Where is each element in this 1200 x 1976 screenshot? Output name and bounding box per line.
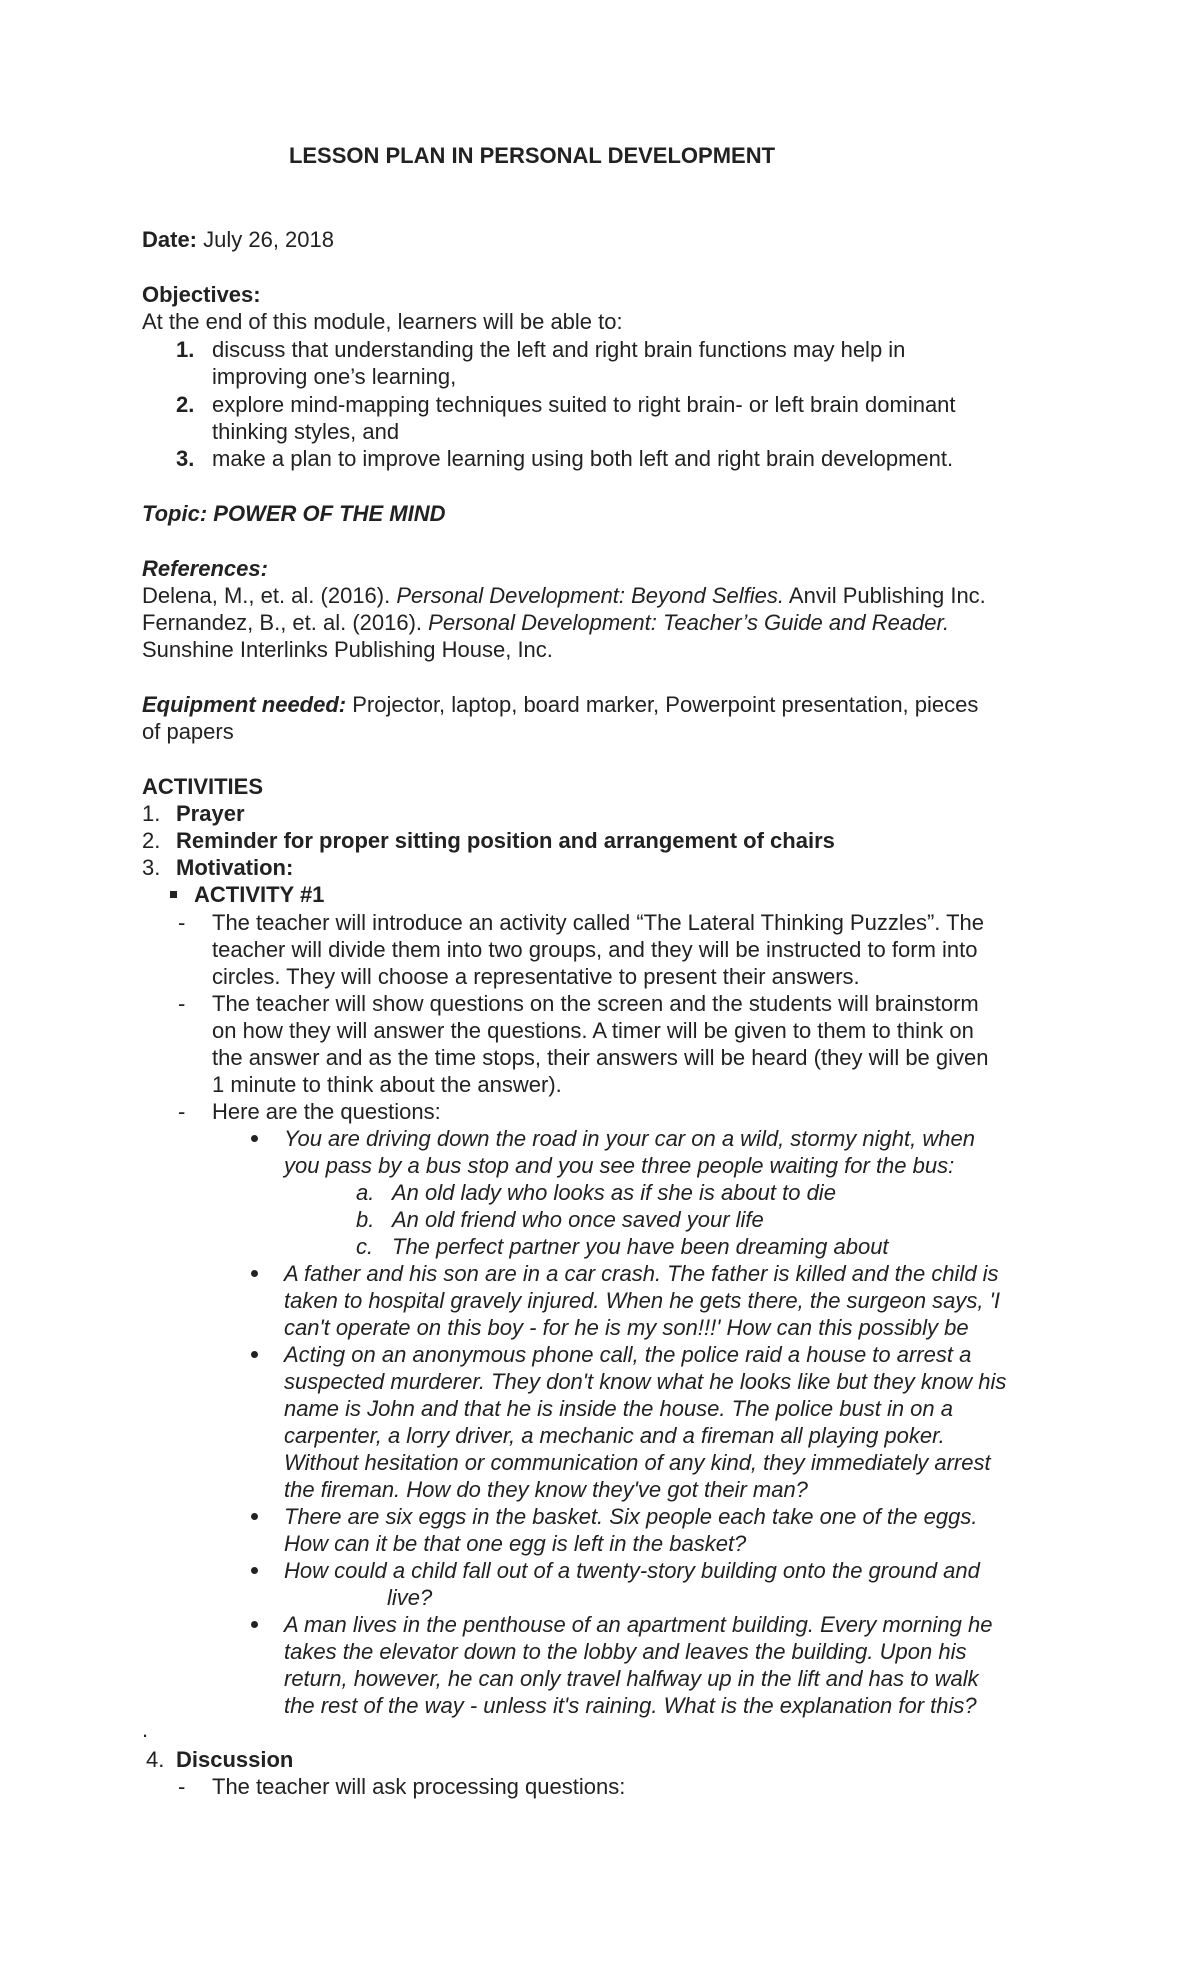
dash-bullet: - [178, 991, 186, 1016]
dash3-line: Here are the questions: [212, 1099, 441, 1124]
option-b-letter: b. [356, 1207, 375, 1232]
dash2-line4: 1 minute to think about the answer). [212, 1072, 562, 1097]
question-6-line2: takes the elevator down to the lobby and leaves the building. Upon his [284, 1639, 967, 1664]
date-value: July 26, 2018 [197, 227, 334, 252]
objective-3-num: 3. [176, 446, 195, 471]
references-label: References: [142, 556, 268, 581]
step-2-label: Reminder for proper sitting position and arrangement of chairs [176, 828, 835, 853]
question-6-line4: the rest of the way - unless it's raining. What is the explanation for this? [284, 1693, 977, 1718]
square-bullet-icon [170, 891, 177, 898]
activities-heading: ACTIVITIES [142, 774, 264, 799]
dash2-line2: on how they will answer the questions. A timer will be given to them to think on [212, 1018, 974, 1043]
objective-2-line2: thinking styles, and [212, 419, 400, 444]
dash1-line2: teacher will divide them into two groups, and they will be instructed to form into [212, 937, 978, 962]
dash-bullet: - [178, 1774, 186, 1799]
date-label: Date: [142, 227, 198, 252]
dash2-line3: the answer and as the time stops, their answers will be heard (they will be given [212, 1045, 989, 1070]
reference-2-authors: Fernandez, B., et. al. (2016). [142, 610, 429, 635]
equipment-items: Projector, laptop, board marker, Powerpoint presentation, pieces [346, 692, 979, 717]
question-2-line1: A father and his son are in a car crash. The father is killed and the child is [284, 1261, 999, 1286]
bullet-dot-icon [251, 1135, 258, 1142]
dash2-line1: The teacher will show questions on the screen and the students will brainstorm [212, 991, 979, 1016]
option-c-text: The perfect partner you have been dreaming about [392, 1234, 889, 1259]
reference-1-publisher: Anvil Publishing Inc. [784, 583, 986, 608]
step-1-num: 1. [142, 801, 161, 826]
question-2-line2: taken to hospital gravely injured. When he gets there, the surgeon says, 'I [284, 1288, 1000, 1313]
bullet-dot-icon [251, 1513, 258, 1520]
objective-1-line2: improving one’s learning, [212, 364, 457, 389]
objective-1-line1: discuss that understanding the left and right brain functions may help in [212, 337, 906, 362]
question-5-line1: How could a child fall out of a twenty-story building onto the ground and [284, 1558, 980, 1583]
document-title: LESSON PLAN IN PERSONAL DEVELOPMENT [288, 143, 776, 168]
reference-1-authors: Delena, M., et. al. (2016). [142, 583, 397, 608]
dash-bullet: - [178, 910, 186, 935]
bullet-dot-icon [251, 1621, 258, 1628]
bullet-dot-icon [251, 1567, 258, 1574]
dash1-line3: circles. They will choose a representative to present their answers. [212, 964, 860, 989]
date-line [142, 226, 334, 253]
objectives-intro: At the end of this module, learners will be able to: [142, 309, 623, 334]
question-2-line3: can't operate on this boy - for he is my son!!!' How can this possibly be [284, 1315, 969, 1340]
question-3-line3: name is John and that he is inside the house. The police bust in on a [284, 1396, 953, 1421]
objective-2-num: 2. [176, 392, 195, 417]
question-4-line1: There are six eggs in the basket. Six people each take one of the eggs. [284, 1504, 978, 1529]
reference-2 [142, 609, 949, 636]
question-1-line2: you pass by a bus stop and you see three people waiting for the bus: [284, 1153, 955, 1178]
question-1-line1: You are driving down the road in your car on a wild, stormy night, when [284, 1126, 975, 1151]
topic-heading: Topic: POWER OF THE MIND [142, 501, 446, 526]
option-b-text: An old friend who once saved your life [392, 1207, 764, 1232]
question-3-line1: Acting on an anonymous phone call, the police raid a house to arrest a [284, 1342, 972, 1367]
question-3-line4: carpenter, a lorry driver, a mechanic and a fireman all playing poker. [284, 1423, 945, 1448]
objective-2-line1: explore mind-mapping techniques suited to right brain- or left brain dominant [212, 392, 956, 417]
question-3-line2: suspected murderer. They don't know what he looks like but they know his [284, 1369, 1007, 1394]
activity-1-label: ACTIVITY #1 [194, 882, 325, 907]
equipment-line2: of papers [142, 719, 234, 744]
step-2-num: 2. [142, 828, 161, 853]
bullet-dot-icon [251, 1351, 258, 1358]
option-a-text: An old lady who looks as if she is about to die [392, 1180, 836, 1205]
step-3-num: 3. [142, 855, 161, 880]
equipment-label: Equipment needed: [142, 692, 347, 717]
objective-1-num: 1. [176, 337, 195, 362]
question-6-line1: A man lives in the penthouse of an apartment building. Every morning he [284, 1612, 993, 1637]
objective-3-line1: make a plan to improve learning using both left and right brain development. [212, 446, 954, 471]
dash-bullet: - [178, 1099, 186, 1124]
question-4-line2: How can it be that one egg is left in the basket? [284, 1531, 747, 1556]
question-5-line2: live? [387, 1585, 433, 1610]
objectives-label: Objectives: [142, 282, 261, 307]
stray-period: . [142, 1717, 149, 1742]
reference-1-title: Personal Development: Beyond Selfies. [396, 583, 785, 608]
reference-1 [142, 582, 986, 609]
dash1-line1: The teacher will introduce an activity called “The Lateral Thinking Puzzles”. The [212, 910, 985, 935]
reference-2-publisher: Sunshine Interlinks Publishing House, Inc. [142, 637, 553, 662]
equipment-line [142, 691, 978, 718]
question-3-line5: Without hesitation or communication of any kind, they immediately arrest [284, 1450, 991, 1475]
option-c-letter: c. [356, 1234, 374, 1259]
step-4-label: Discussion [176, 1747, 294, 1772]
step-4-num: 4. [146, 1747, 165, 1772]
step-3-label: Motivation: [176, 855, 294, 880]
discussion-dash-line: The teacher will ask processing questions: [212, 1774, 626, 1799]
reference-2-title: Personal Development: Teacher’s Guide and Reader. [428, 610, 950, 635]
step-1-label: Prayer [176, 801, 245, 826]
question-6-line3: return, however, he can only travel halfway up in the lift and has to walk [284, 1666, 979, 1691]
option-a-letter: a. [356, 1180, 375, 1205]
bullet-dot-icon [251, 1270, 258, 1277]
question-3-line6: the fireman. How do they know they've got their man? [284, 1477, 808, 1502]
